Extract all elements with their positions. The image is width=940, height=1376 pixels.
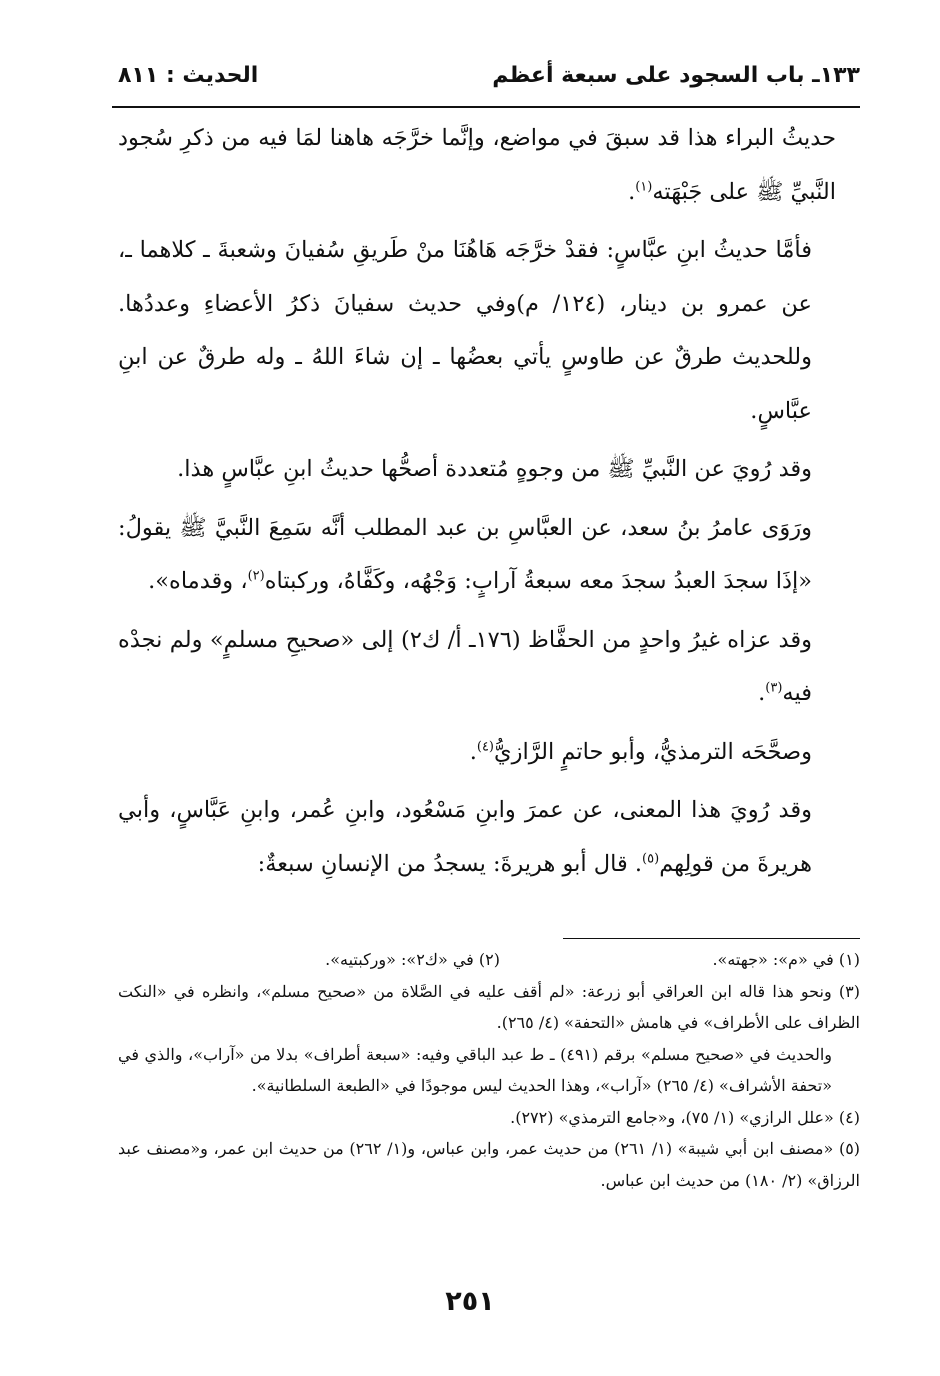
footnote-divider	[563, 938, 860, 939]
footnote-row-1-2	[118, 944, 860, 976]
footnote-ref-4: (٤)	[476, 739, 494, 754]
footnote-ref-1: (١)	[635, 179, 653, 194]
paragraph-4: ورَوَى عامرُ بنُ سعد، عن العبَّاسِ بن عبد المطلب أنَّه سَمِعَ النَّبيَّ ﷺ يقولُ: «إذَا سجدَ العبدُ سجدَ معه سبعةُ آرابٍ: وَجْهُه، وكَفَّاهُ، وركبتاه$^{(٢)}$، وقدماه».	[118, 514, 812, 594]
paragraph-2: فأمَّا حديثُ ابنِ عبَّاسٍ: فقدْ خرَّجَه هَاهُنَا منْ طَريقِ سُفيانَ وشعبةَ ـ كلاهما ـ، عن عمرو بن دينار، (١٢٤/ م)وفي حديث سفيانَ ذكرُ الأعضاءِ وعددُها. وللحديث طرقٌ عن طاوسٍ يأتي بعضُها ـ إن شاءَ اللهُ ـ وله طرقٌ عن ابنِ عبَّاسٍ.	[118, 237, 812, 424]
footnote-5: (٥) «مصنف ابن أبي شيبة» (١/ ٢٦١) من حديث عمر، وابن عباس، و(١/ ٢٦٢) من حديث ابن عمر، و«مصنف عبد الرزاق» (٢/ ١٨٠) من حديث ابن عباس.	[118, 1139, 861, 1190]
main-text	[118, 112, 860, 891]
footnote-3-continued: والحديث في «صحيح مسلم» برقم (٤٩١) ـ ط عبد الباقي وفيه: «سبعة أطراف» بدلا من «آراب»، والذي في «تحفة الأشراف» (٤/ ٢٦٥) «آراب»، وهذا الحديث ليس موجودًا في «الطبعة السلطانية».	[118, 1044, 832, 1095]
paragraph-1: حديثُ البراء هذا قد سبقَ في مواضع، وإنَّما خرَّجَه هاهنا لمَا فيه من ذكرِ سُجود النَّبيِّ ﷺ على جَبْهَته$^{(١)}$.	[118, 125, 836, 205]
footnotes	[118, 944, 860, 1196]
paragraph-5: وقد عزاه غيرُ واحدٍ من الحفَّاظ (١٧٦ـ أ/ ك٢) إلى «صحيحِ مسلمٍ» ولم نجدْه فيه$^{(٣)}$.	[118, 626, 812, 706]
footnote-4: (٤) «علل الرازي» (١/ ٧٥)، و«جامع الترمذي» (٢٧٢).	[510, 1107, 860, 1127]
footnote-3: (٣) ونحو هذا قاله ابن العراقي أبو زرعة: «لم أقف عليه في الصَّلاة من «صحيح مسلم»، وانظره في «النكت الظراف على الأطراف» في هامش «التحفة» (٤/ ٢٦٥).	[118, 981, 860, 1032]
running-header-hadith-number: الحديث : ٨١١	[118, 63, 259, 88]
paragraph-3: وقد رُويَ عن النَّبيِّ ﷺ من وجوهٍ مُتعددة أصحُّها حديثُ ابنِ عبَّاسٍ هذا.	[177, 456, 812, 482]
footnote-ref-2: (٢)	[247, 568, 265, 584]
header-divider	[112, 106, 860, 108]
paragraph-6: وصحَّحَه الترمذيُّ، وأبو حاتمٍ الرَّازيُّ$^{(٤)}$.	[469, 738, 812, 765]
footnote-2: (٢) في «ك٢»: «وركبتيه».	[325, 950, 500, 969]
footnote-ref-3: (٣)	[765, 680, 783, 696]
footnote-1: (١) في «م»: «جهته».	[712, 950, 860, 969]
paragraph-7: وقد رُويَ هذا المعنى، عن عمرَ وابنِ مَسْعُود، وابنِ عُمر، وابنِ عَبَّاسٍ، وأبي هريرةَ من قولِهم$^{(٥)}$. قال أبو هريرةَ: يسجدُ من الإنسانِ سبعةٌ:	[118, 797, 812, 877]
footnote-ref-5: (٥)	[642, 851, 660, 866]
page-number: ٢٥١	[445, 1286, 495, 1317]
running-header-chapter: ١٣٣ـ باب السجود على سبعة أعظم	[492, 63, 860, 88]
